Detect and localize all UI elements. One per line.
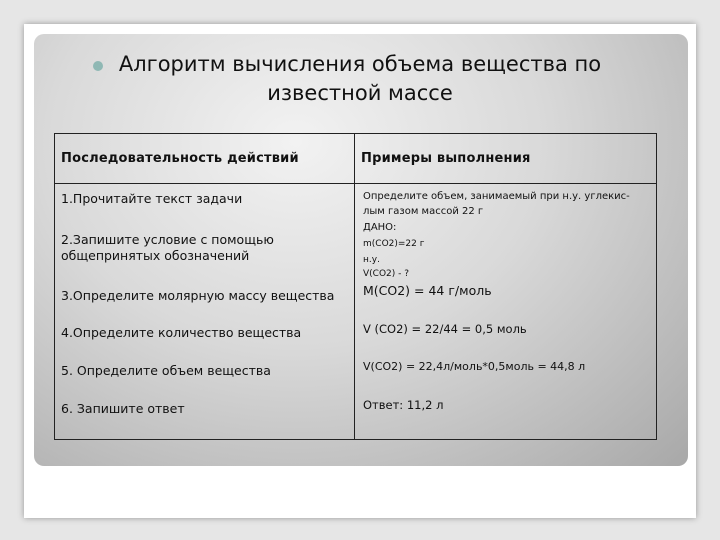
title-line-1: Алгоритм вычисления объема вещества по: [118, 52, 602, 76]
algorithm-table: [54, 133, 657, 440]
examples-cell: [355, 184, 657, 440]
example-problem-line-1: Определите объем, занимаемый при н.у. углекис-: [363, 191, 630, 202]
step-4: 4.Определите количество вещества: [61, 325, 302, 340]
table-body-row: [55, 184, 657, 440]
example-find: V(CO2) - ?: [363, 269, 410, 279]
example-given-mass: m(CO2)=22 г: [363, 239, 425, 249]
example-given-conditions: н.у.: [363, 255, 380, 265]
slide-title: [110, 50, 610, 108]
step-5: 5. Определите объем вещества: [61, 363, 271, 378]
step-6: 6. Запишите ответ: [61, 401, 185, 416]
steps-cell: [55, 184, 355, 440]
example-volume: V(CO2) = 22,4л/моль*0,5моль = 44,8 л: [363, 360, 586, 373]
step-1: 1.Прочитайте текст задачи: [61, 191, 243, 206]
example-given-label: ДАНО:: [363, 222, 397, 233]
example-molar-mass: M(CO2) = 44 г/моль: [363, 283, 492, 298]
step-2-line-1: 2.Запишите условие с помощью: [61, 232, 274, 247]
step-3: 3.Определите молярную массу вещества: [61, 288, 335, 303]
example-problem-line-2: лым газом массой 22 г: [363, 206, 484, 217]
bullet-icon: [93, 61, 103, 71]
title-line-2: известной массе: [267, 81, 453, 105]
table-header-row: [55, 134, 657, 184]
example-answer: Ответ: 11,2 л: [363, 398, 444, 412]
header-steps: Последовательность действий: [55, 134, 355, 184]
step-2-line-2: общепринятых обозначений: [61, 248, 250, 263]
example-amount: V (CO2) = 22/44 = 0,5 моль: [363, 322, 527, 336]
header-examples: Примеры выполнения: [355, 134, 657, 184]
